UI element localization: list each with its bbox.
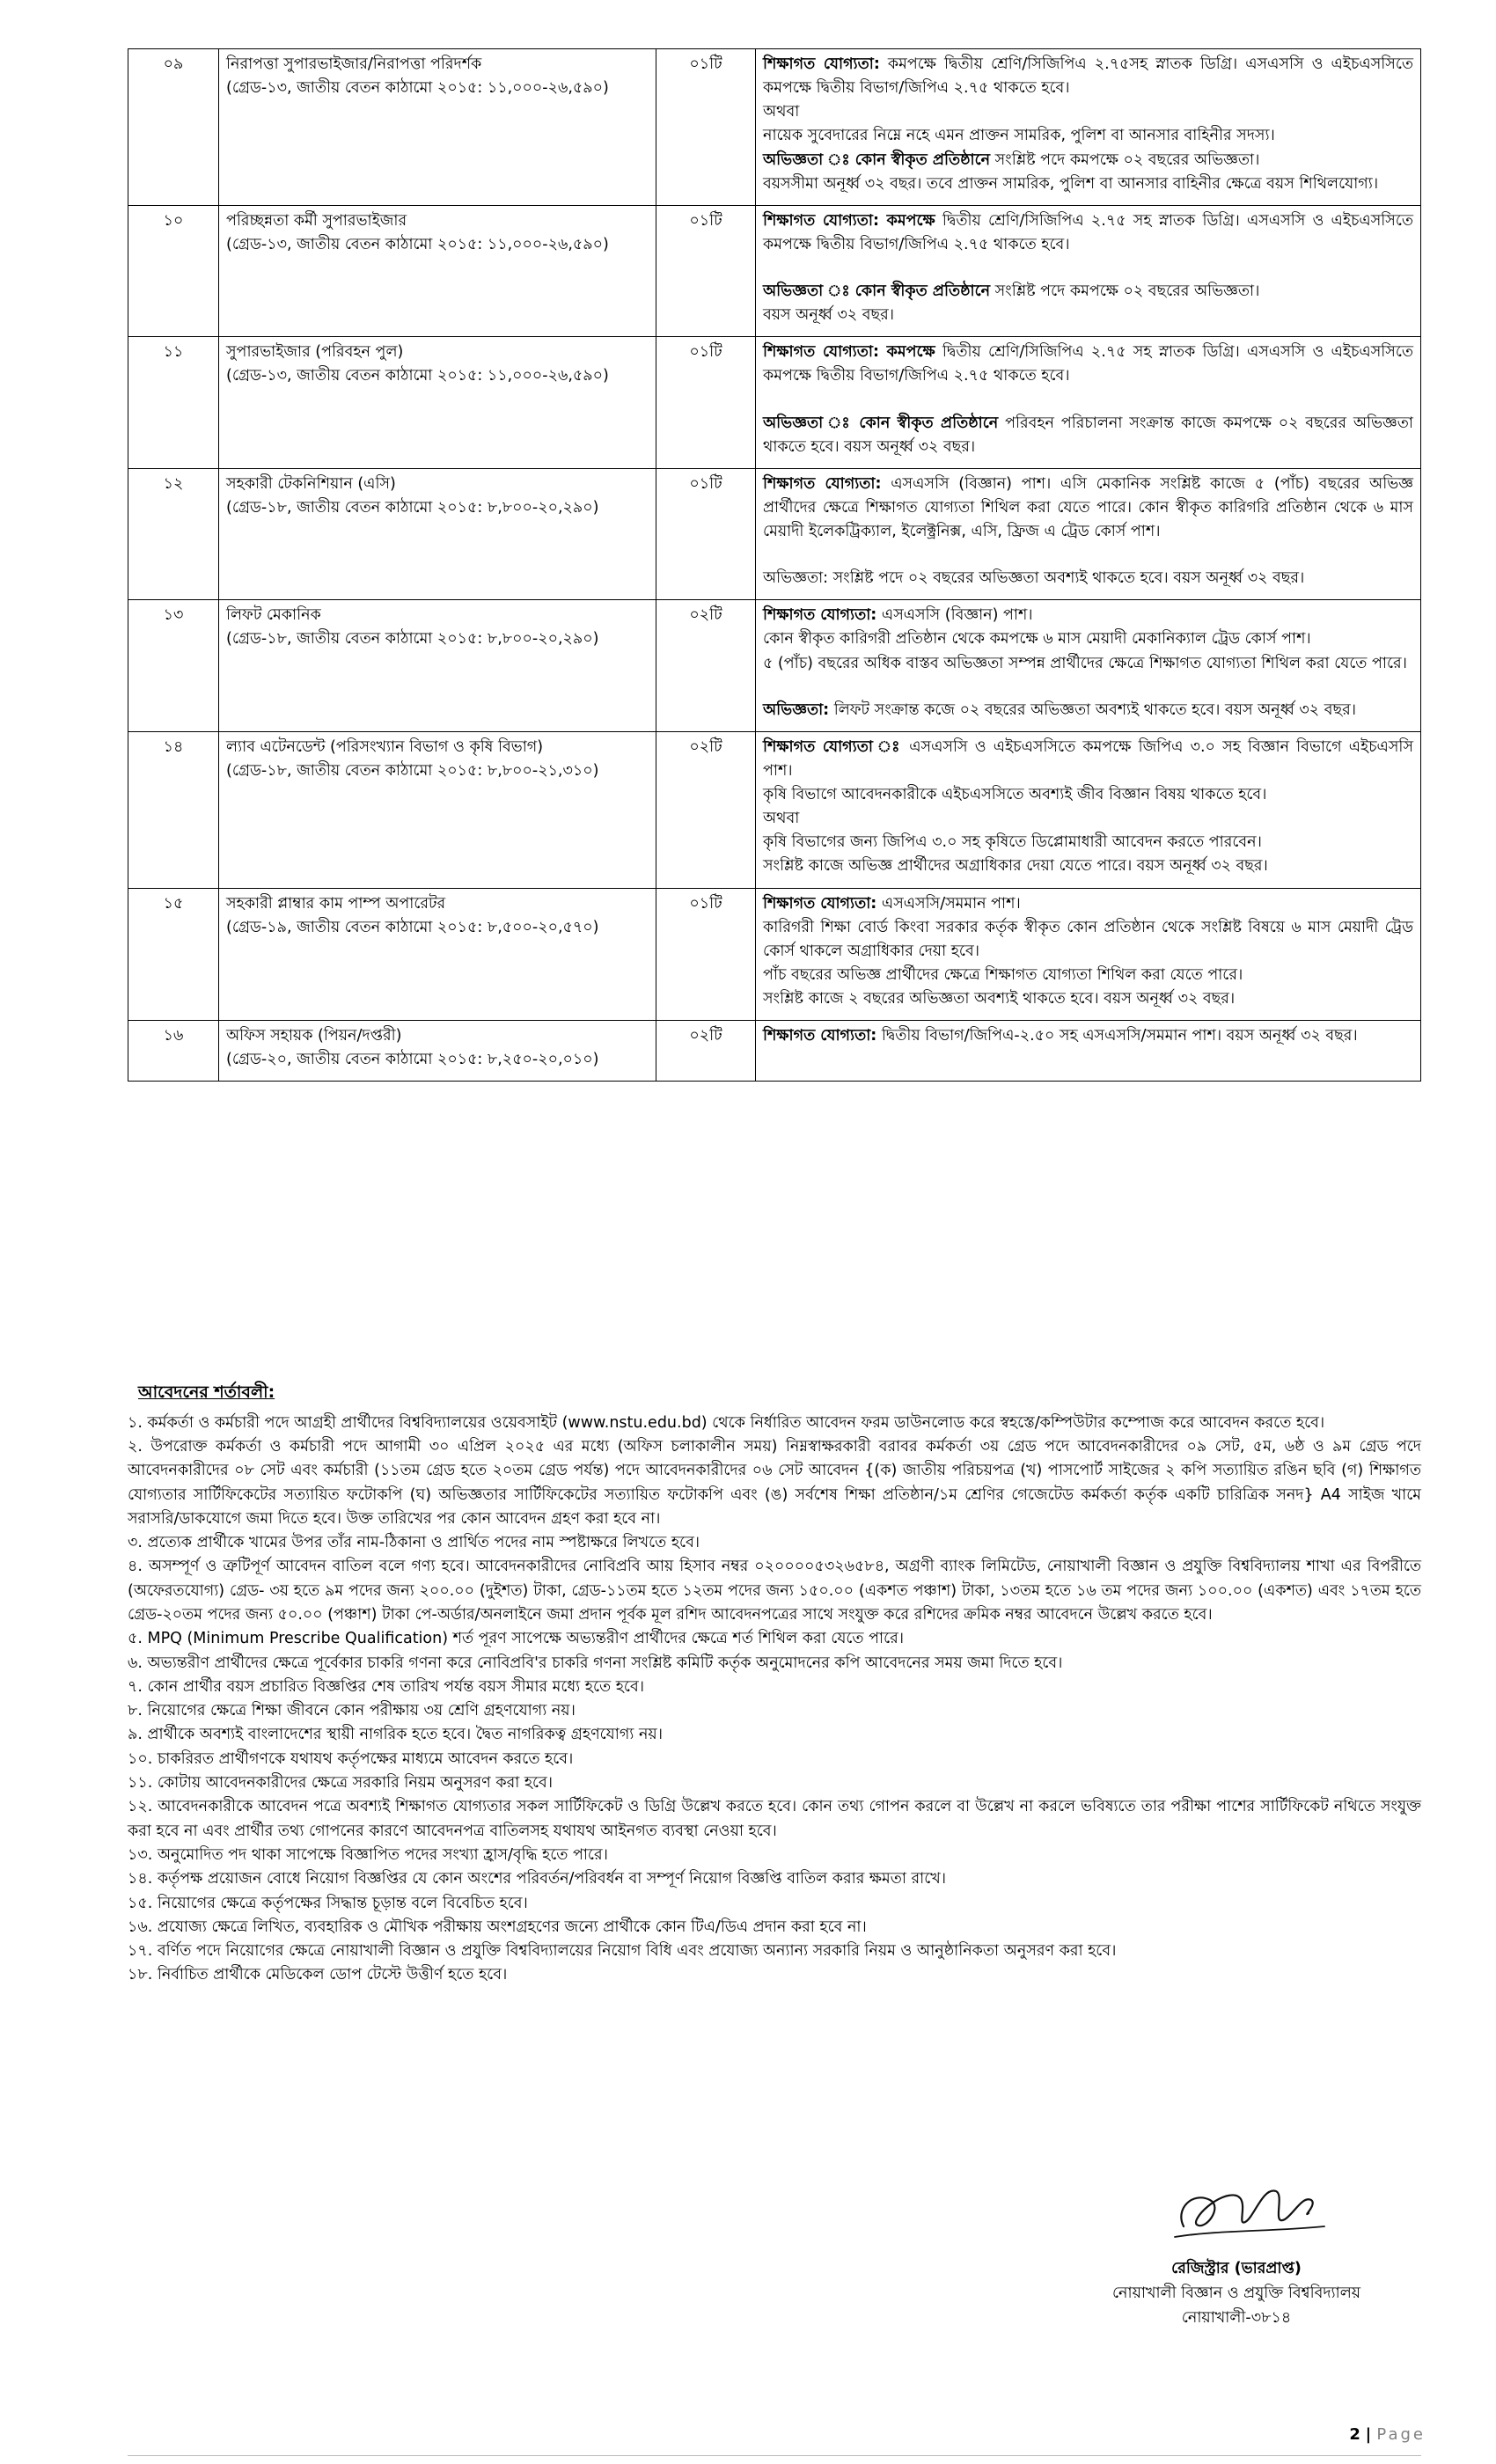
qualification-line — [763, 473, 1413, 544]
serial-cell: ১২ — [128, 468, 219, 600]
condition-item: ১১. কোটায় আবেদনকারীদের ক্ষেত্রে সরকারি নিয়ম অনুসরণ করা হবে। — [128, 1774, 554, 1793]
qualification-line — [763, 916, 1413, 964]
qualification-heading: অভিজ্ঞতা ঃ কোন স্বীকৃত প্রতিষ্ঠানে — [763, 150, 991, 169]
post-row — [128, 205, 1421, 337]
post-count-cell: ০১টি — [656, 205, 756, 337]
post-grade: (গ্রেড-২০, জাতীয় বেতন কাঠামো ২০১৫: ৮,২৫০-২০,০১০) — [226, 1051, 599, 1069]
serial-cell: ১৬ — [128, 1021, 219, 1082]
qualification-line — [763, 100, 1413, 124]
post-count-cell: ০২টি — [656, 731, 756, 888]
conditions-list — [128, 1412, 1421, 1988]
posts-table-body — [128, 49, 1421, 1082]
qualification-heading: শিক্ষাগত যোগ্যতা: — [763, 606, 877, 625]
page-footer — [1258, 2425, 1426, 2444]
qualification-cell — [756, 731, 1421, 888]
serial-cell: ১৪ — [128, 731, 219, 888]
condition-item: ৯. প্রার্থীকে অবশ্যই বাংলাদেশের স্থায়ী নাগরিক হতে হবে। দ্বৈত নাগরিকত্ব গ্রহণযোগ্য নয়। — [128, 1726, 663, 1744]
post-name-cell — [219, 731, 656, 888]
signature-image — [1122, 2165, 1351, 2253]
post-title: সহকারী প্লাম্বার কাম পাম্প অপারেটর — [226, 894, 446, 913]
qualification-line — [763, 652, 1413, 676]
qualification-line — [763, 736, 1413, 783]
post-name-cell — [219, 600, 656, 732]
post-grade: (গ্রেড-১৯, জাতীয় বেতন কাঠামো ২০১৫: ৮,৫০০-২০,৫৭০) — [226, 918, 599, 936]
post-grade: (গ্রেড-১৮, জাতীয় বেতন কাঠামো ২০১৫: ৮,৮০০-২০,২৯০) — [226, 498, 599, 517]
qualification-text: ৫ (পাঁচ) বছরের অধিক বাস্তব অভিজ্ঞতা সম্পন্ন প্রার্থীদের ক্ষেত্রে শিক্ষাগত যোগ্যতা শিথিল করা যেতে পারে। — [763, 654, 1407, 672]
condition-item: ৩. প্রত্যেক প্রার্থীকে খামের উপর তাঁর নাম-ঠিকানা ও প্রার্থিত পদের নাম স্পষ্টাক্ষরে লিখতে হবে। — [128, 1534, 700, 1552]
signature-block — [1047, 2165, 1426, 2330]
condition-item: ১৮. নির্বাচিত প্রার্থীকে মেডিকেল ডোপ টেস্টে উত্তীর্ণ হতে হবে। — [128, 1966, 508, 1984]
post-name-cell — [219, 468, 656, 600]
serial-cell: ১০ — [128, 205, 219, 337]
qualification-heading: শিক্ষাগত যোগ্যতা: কমপক্ষে — [763, 343, 935, 362]
qualification-line — [763, 987, 1413, 1011]
qualification-cell — [756, 600, 1421, 732]
signatory-organization: নোয়াখালী বিজ্ঞান ও প্রযুক্তি বিশ্ববিদ্যালয় — [1111, 2284, 1361, 2302]
qualification-text: সংশ্লিষ্ট পদে কমপক্ষে ০২ বছরের অভিজ্ঞতা। — [990, 150, 1260, 169]
post-count-cell: ০১টি — [656, 337, 756, 469]
qualification-line — [763, 341, 1413, 388]
condition-item: ১৪. কর্তৃপক্ষ প্রয়োজন বোধে নিয়োগ বিজ্ঞপ্তির যে কোন অংশের পরিবর্তন/পরিবর্ধন বা সম্পূর্ণ নিয়োগ বিজ্ঞপ্তি বাতিল করার ক্ষমতা রাখে। — [128, 1870, 947, 1888]
qualification-text: নায়েক সুবেদারের নিম্নে নহে এমন প্রাক্তন সামরিক, পুলিশ বা আনসার বাহিনীর সদস্য। — [763, 127, 1275, 145]
qualification-heading: শিক্ষাগত যোগ্যতা ঃ — [763, 737, 903, 756]
condition-item: ১৩. অনুমোদিত পদ থাকা সাপেক্ষে বিজ্ঞাপিত পদের সংখ্যা হ্রাস/বৃদ্ধি হতে পারে। — [128, 1845, 608, 1864]
post-title: সহকারী টেকনিশিয়ান (এসি) — [226, 474, 396, 493]
post-grade: (গ্রেড-১৩, জাতীয় বেতন কাঠামো ২০১৫: ১১,০০০-২৬,৫৯০) — [226, 235, 609, 253]
serial-cell: ১৫ — [128, 888, 219, 1021]
serial-cell: ১৩ — [128, 600, 219, 732]
qualification-line — [763, 53, 1413, 100]
post-name-cell — [219, 888, 656, 1021]
qualification-text: এসএসসি (বিজ্ঞান) পাশ। — [876, 606, 1033, 625]
post-grade: (গ্রেড-১৮, জাতীয় বেতন কাঠামো ২০১৫: ৮,৮০০-২০,২৯০) — [226, 630, 599, 649]
qualification-heading: শিক্ষাগত যোগ্যতা: — [763, 1027, 877, 1045]
post-title: পরিচ্ছন্নতা কর্মী সুপারভাইজার — [226, 211, 407, 230]
qualification-text: কোন স্বীকৃত কারিগরী প্রতিষ্ঠান থেকে কমপক্ষে ৬ মাস মেয়াদী মেকানিক্যাল ট্রেড কোর্স পাশ। — [763, 630, 1311, 649]
post-name-cell — [219, 337, 656, 469]
post-title: অফিস সহায়ক (পিয়ন/দপ্তরী) — [226, 1027, 402, 1045]
condition-item: ৫. MPQ (Minimum Prescribe Qualification) শর্ত পূরণ সাপেক্ষে অভ্যন্তরীণ প্রার্থীদের ক্ষেত্রে শর্ত শিথিল করা যেতে পারে। — [128, 1630, 904, 1648]
condition-item: ২. উপরোক্ত কর্মকর্তা ও কর্মচারী পদে আগামী ৩০ এপ্রিল ২০২৫ এর মধ্যে (অফিস চলাকালীন সময়) নিম্নস্বাক্ষরকারী বরাবর কর্মকর্তা ৩য় গ্রেড পদে আবেদনকারীদের ০৯ সেট, ৫ম, ৬ষ্ঠ ও ৯ম গ্রেড পদে আবেদনকারীদের ০৮ সেট এবং কর্মচারী (১১তম গ্রেড হতে ২০তম গ্রেড পর্যন্ত) পদে আবেদনকারীদের ০৬ সেট আবেদন {(ক) জাতীয় পরিচয়পত্র (খ) পাসপোর্ট সাইজের ২ কপি সত্যায়িত রঙিন ছবি (গ) শিক্ষাগত যোগ্যতার সার্টিফিকেটের সত্যায়িত ফটোকপি (ঘ) অভিজ্ঞতার সার্টিফিকেটের সত্যায়িত ফটোকপি এবং (ঙ) সর্বশেষ শিক্ষা প্রতিষ্ঠান/১ম শ্রেণির গেজেটেড কর্মকর্তা কর্তৃক একটি চারিত্রিক সনদ} A4 সাইজ খামে সরাসরি/ডাকযোগে জমা দিতে হবে। উক্ত তারিখের পর কোন আবেদন গ্রহণ করা হবে না। — [128, 1437, 1421, 1528]
qualification-line — [763, 604, 1413, 627]
qualification-heading: অভিজ্ঞতা ঃ কোন স্বীকৃত প্রতিষ্ঠানে — [763, 282, 991, 300]
post-count-cell: ০১টি — [656, 468, 756, 600]
post-row — [128, 337, 1421, 469]
post-grade: (গ্রেড-১৩, জাতীয় বেতন কাঠামো ২০১৫: ১১,০০০-২৬,৫৯০) — [226, 79, 609, 98]
post-title: ল্যাব এটেনডেন্ট (পরিসংখ্যান বিভাগ ও কৃষি বিভাগ) — [226, 737, 544, 756]
qualification-text: দ্বিতীয় শ্রেণি/সিজিপিএ ২.৭৫ সহ স্নাতক ডিগ্রি। এসএসসি ও এইচএসসিতে কমপক্ষে দ্বিতীয় বিভাগ/জিপিএ ২.৭৫ থাকতে হবে। — [763, 211, 1414, 253]
qualification-line — [763, 209, 1413, 257]
qualification-line — [763, 854, 1413, 878]
post-title: নিরাপত্তা সুপারভাইজার/নিরাপত্তা পরিদর্শক — [226, 55, 482, 73]
serial-cell: ০৯ — [128, 49, 219, 206]
post-grade: (গ্রেড-১৮, জাতীয় বেতন কাঠামো ২০১৫: ৮,৮০০-২১,৩১০) — [226, 761, 599, 780]
condition-item: ৮. নিয়োগের ক্ষেত্রে শিক্ষা জীবনে কোন পরীক্ষায় ৩য় শ্রেণি গ্রহণযোগ্য নয়। — [128, 1702, 576, 1720]
qualification-text: এসএসসি ও এইচএসসিতে কমপক্ষে জিপিএ ৩.০ সহ বিজ্ঞান বিভাগে এইচএসসি পাশ। — [763, 737, 1413, 780]
qualification-line — [763, 280, 1413, 304]
paragraph-gap — [763, 676, 1413, 699]
post-row — [128, 1021, 1421, 1082]
qualification-line — [763, 567, 1413, 590]
post-row — [128, 600, 1421, 732]
qualification-heading: শিক্ষাগত যোগ্যতা: — [763, 894, 877, 913]
condition-item: ১২. আবেদনকারীকে আবেদন পত্রে অবশ্যই শিক্ষাগত যোগ্যতার সকল সার্টিফিকেট ও ডিগ্রি উল্লেখ করতে হবে। কোন তথ্য গোপন করলে বা উল্লেখ না করলে ভবিষ্যতে তার পরীক্ষা পাশের সার্টিফিকেট নথিতে সংযুক্ত করা হবে না এবং প্রার্থীর তথ্য গোপনের কারণে আবেদনপত্র বাতিলসহ যথাযথ আইনগত ব্যবস্থা নেওয়া হবে। — [128, 1798, 1421, 1840]
qualification-cell — [756, 888, 1421, 1021]
page-label: Page — [1376, 2425, 1426, 2444]
post-row — [128, 888, 1421, 1021]
qualification-line — [763, 807, 1413, 831]
qualification-line — [763, 892, 1413, 916]
paragraph-gap — [763, 544, 1413, 567]
conditions-section — [128, 1380, 1421, 1988]
qualification-text: লিফট সংক্রান্ত কজে ০২ বছরের অভিজ্ঞতা অবশ্যই থাকতে হবে। বয়স অনূর্ধ্ব ৩২ বছর। — [829, 700, 1356, 719]
qualification-text: দ্বিতীয় শ্রেণি/সিজিপিএ ২.৭৫ সহ স্নাতক ডিগ্রি। এসএসসি ও এইচএসসিতে কমপক্ষে দ্বিতীয় বিভাগ/জিপিএ ২.৭৫ থাকতে হবে। — [763, 343, 1414, 385]
serial-cell: ১১ — [128, 337, 219, 469]
condition-item: ১৫. নিয়োগের ক্ষেত্রে কর্তৃপক্ষের সিদ্ধান্ত চূড়ান্ত বলে বিবেচিত হবে। — [128, 1894, 528, 1912]
condition-item: ৬. অভ্যন্তরীণ প্রার্থীদের ক্ষেত্রে পূর্বেকার চাকরি গণনা করে নোবিপ্রবি'র চাকরি গণনা সংশ্লিষ্ট কমিটি কর্তৃক অনুমোদনের কপি আবেদনের সময় জমা দিতে হবে। — [128, 1654, 1063, 1672]
qualification-cell — [756, 1021, 1421, 1082]
qualification-text: বয়সসীমা অনূর্ধ্ব ৩২ বছর। তবে প্রাক্তন সামরিক, পুলিশ বা আনসার বাহিনীর ক্ষেত্রে বয়স শিথিলযোগ্য। — [763, 174, 1379, 193]
post-title: সুপারভাইজার (পরিবহন পুল) — [226, 343, 404, 362]
post-name-cell — [219, 1021, 656, 1082]
qualification-line — [763, 627, 1413, 651]
qualification-text: অভিজ্ঞতা: সংশ্লিষ্ট পদে ০২ বছরের অভিজ্ঞতা অবশ্যই থাকতে হবে। বয়স অনূর্ধ্ব ৩২ বছর। — [763, 569, 1305, 588]
qualification-text: পরিবহন পরিচালনা সংক্রান্ত কাজে কমপক্ষে ০২ বছরের অভিজ্ঞতা থাকতে হবে। বয়স অনূর্ধ্ব ৩২ বছর। — [763, 414, 1413, 456]
qualification-line — [763, 124, 1413, 148]
page-number: 2 — [1349, 2425, 1360, 2444]
qualification-line — [763, 831, 1413, 854]
qualification-text: কৃষি বিভাগের জন্য জিপিএ ৩.০ সহ কৃষিতে ডিপ্লোমাধারী আবেদন করতে পারবেন। — [763, 833, 1262, 852]
condition-item: ১. কর্মকর্তা ও কর্মচারী পদে আগ্রহী প্রার্থীদের বিশ্ববিদ্যালয়ের ওয়েবসাইট (www.nstu.edu.bd) থেকে নির্ধারিত আবেদন ফরম ডাউনলোড করে স্বহস্তে/কম্পিউটার কম্পোজ করে আবেদন করতে হবে। — [128, 1413, 1325, 1432]
post-row — [128, 731, 1421, 888]
post-row — [128, 49, 1421, 206]
qualification-line — [763, 964, 1413, 987]
qualification-line — [763, 412, 1413, 459]
qualification-text: এসএসসি (বিজ্ঞান) পাশ। এসি মেকানিক সংশ্লিষ্ট কাজে ৫ (পাঁচ) বছরের অভিজ্ঞ প্রার্থীদের ক্ষেত্রে শিক্ষাগত যোগ্যতা শিথিল করা যেতে পারে। কোন স্বীকৃত কারিগরি প্রতিষ্ঠান থেকে ৬ মাস মেয়াদী ইলেকট্রিক্যাল, ইলেক্ট্রনিক্স, এসি, ফ্রিজ এ ট্রেড কোর্স পাশ। — [763, 474, 1413, 540]
qualification-heading: শিক্ষাগত যোগ্যতা: — [763, 474, 882, 493]
qualification-line — [763, 304, 1413, 327]
post-count-cell: ০২টি — [656, 1021, 756, 1082]
qualification-line — [763, 172, 1413, 196]
qualification-text: পাঁচ বছরের অভিজ্ঞ প্রার্থীদের ক্ষেত্রে শিক্ষাগত যোগ্যতা শিথিল করা যেতে পারে। — [763, 965, 1243, 984]
post-count-cell: ০১টি — [656, 888, 756, 1021]
qualification-text: অথবা — [763, 103, 800, 121]
qualification-text: সংশ্লিষ্ট কাজে অভিজ্ঞ প্রার্থীদের অগ্রাধিকার দেয়া যেতে পারে। বয়স অনূর্ধ্ব ৩২ বছর। — [763, 857, 1268, 876]
qualification-cell — [756, 49, 1421, 206]
qualification-heading: অভিজ্ঞতা: — [763, 700, 830, 719]
qualification-line — [763, 149, 1413, 172]
qualification-text: দ্বিতীয় বিভাগ/জিপিএ-২.৫০ সহ এসএসসি/সমমান পাশ। বয়স অনূর্ধ্ব ৩২ বছর। — [876, 1027, 1358, 1045]
post-name-cell — [219, 49, 656, 206]
qualification-text: এসএসসি/সমমান পাশ। — [876, 894, 1021, 913]
signatory-role: রেজিস্ট্রার (ভারপ্রাপ্ত) — [1171, 2260, 1302, 2277]
paragraph-gap — [763, 389, 1413, 412]
post-row — [128, 468, 1421, 600]
condition-item: ১৭. বর্ণিত পদে নিয়োগের ক্ষেত্রে নোয়াখালী বিজ্ঞান ও প্রযুক্তি বিশ্ববিদ্যালয়ের নিয়োগ বিধি এবং প্রযোজ্য অন্যান্য সরকারি নিয়ম ও আনুষ্ঠানিকতা অনুসরণ করা হবে। — [128, 1942, 1117, 1961]
qualification-text: সংশ্লিষ্ট পদে কমপক্ষে ০২ বছরের অভিজ্ঞতা। — [990, 282, 1260, 300]
condition-item: ১৬. প্রযোজ্য ক্ষেত্রে লিখিত, ব্যবহারিক ও মৌখিক পরীক্ষায় অংশগ্রহণের জন্যে প্রার্থীকে কোন টিএ/ডিএ প্রদান করা হবে না। — [128, 1918, 867, 1936]
posts-table — [128, 48, 1421, 1082]
qualification-line — [763, 699, 1413, 722]
post-name-cell — [219, 205, 656, 337]
qualification-text: অথবা — [763, 810, 800, 828]
qualification-cell — [756, 205, 1421, 337]
qualification-line — [763, 783, 1413, 807]
qualification-cell — [756, 337, 1421, 469]
paragraph-gap — [763, 257, 1413, 280]
qualification-cell — [756, 468, 1421, 600]
qualification-text: সংশ্লিষ্ট কাজে ২ বছরের অভিজ্ঞতা অবশ্যই থাকতে হবে। বয়স অনূর্ধ্ব ৩২ বছর। — [763, 990, 1236, 1008]
conditions-title: আবেদনের শর্তাবলী: — [138, 1382, 275, 1402]
condition-item: ৪. অসম্পূর্ণ ও ত্রুটিপূর্ণ আবেদন বাতিল বলে গণ্য হবে। আবেদনকারীদের নোবিপ্রবি আয় হিসাব নম্বর ০২০০০০৫৩২৬৫৮৪, অগ্রণী ব্যাংক লিমিটেড, নোয়াখালী বিজ্ঞান ও প্রযুক্তি বিশ্ববিদ্যালয় শাখা এর বিপরীতে (অফেরতযোগ্য) গ্রেড- ৩য় হতে ৯ম পদের জন্য ২০০.০০ (দুইশত) টাকা, গ্রেড-১১তম হতে ১২তম পদের জন্য ১৫০.০০ (একশত পঞ্চাশ) টাকা, ১৩তম হতে ১৬ তম পদের জন্য ১০০.০০ (একশত) এবং ১৭তম হতে গ্রেড-২০তম পদের জন্য ৫০.০০ (পঞ্চাশ) টাকা পে-অর্ডার/অনলাইনে জমা প্রদান পূর্বক মূল রশিদ আবেদনপত্রের সাথে সংযুক্ত করে রশিদের ক্রমিক নম্বর আবেদনে উল্লেখ করতে হবে। — [128, 1558, 1421, 1624]
qualification-heading: শিক্ষাগত যোগ্যতা: কমপক্ষে — [763, 211, 935, 230]
post-grade: (গ্রেড-১৩, জাতীয় বেতন কাঠামো ২০১৫: ১১,০০০-২৬,৫৯০) — [226, 367, 609, 385]
post-title: লিফট মেকানিক — [226, 606, 321, 625]
qualification-text: বয়স অনূর্ধ্ব ৩২ বছর। — [763, 306, 894, 325]
footer-rule — [128, 2455, 1421, 2456]
qualification-text: কৃষি বিভাগে আবেদনকারীকে এইচএসসিতে অবশ্যই জীব বিজ্ঞান বিষয় থাকতে হবে। — [763, 786, 1267, 803]
condition-item: ১০. চাকরিরত প্রার্থীগণকে যথাযথ কর্তৃপক্ষের মাধ্যমে আবেদন করতে হবে। — [128, 1749, 574, 1768]
qualification-heading: শিক্ষাগত যোগ্যতা: — [763, 55, 880, 73]
page-separator: | — [1365, 2425, 1377, 2444]
qualification-text: কমপক্ষে দ্বিতীয় শ্রেণি/সিজিপিএ ২.৭৫সহ স্নাতক ডিগ্রি। এসএসসি ও এইচএসসিতে কমপক্ষে দ্বিতীয় বিভাগ/জিপিএ ২.৭৫ থাকতে হবে। — [763, 55, 1414, 98]
signatory-place: নোয়াখালী-৩৮১৪ — [1181, 2309, 1292, 2327]
qualification-heading: অভিজ্ঞতা ঃ কোন স্বীকৃত প্রতিষ্ঠানে — [763, 414, 999, 432]
post-count-cell: ০২টি — [656, 600, 756, 732]
qualification-line — [763, 1024, 1413, 1048]
post-count-cell: ০১টি — [656, 49, 756, 206]
qualification-text: কারিগরী শিক্ষা বোর্ড কিংবা সরকার কর্তৃক স্বীকৃত কোন প্রতিষ্ঠান থেকে সংশ্লিষ্ট বিষয়ে ৬ মাস মেয়াদী ট্রেড কোর্স থাকলে অগ্রাধিকার দেয়া হবে। — [763, 918, 1413, 960]
condition-item: ৭. কোন প্রার্থীর বয়স প্রচারিত বিজ্ঞপ্তির শেষ তারিখ পর্যন্ত বয়স সীমার মধ্যে হতে হবে। — [128, 1677, 644, 1696]
